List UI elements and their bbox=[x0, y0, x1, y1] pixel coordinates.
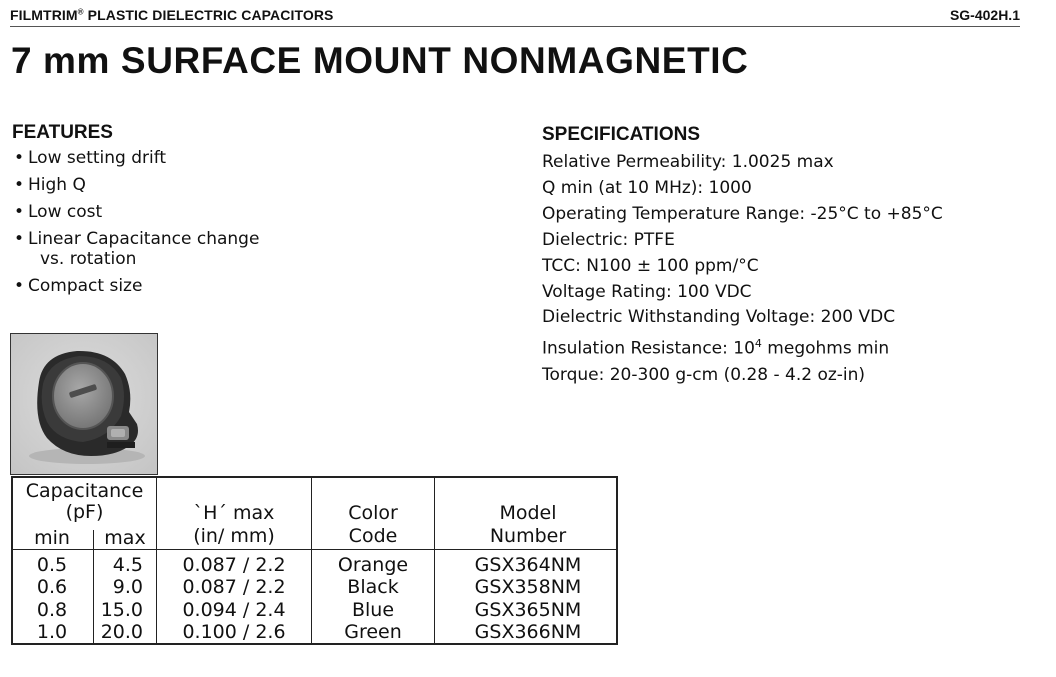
col-separator bbox=[434, 478, 435, 643]
specifications-list bbox=[542, 150, 943, 389]
cell-model: GSX365NM bbox=[474, 599, 582, 621]
feature-text: Low setting drift bbox=[28, 148, 167, 168]
series-name: FILMTRIM bbox=[10, 7, 78, 23]
header-capacitance: Capacitance bbox=[25, 480, 144, 502]
feature-text: High Q bbox=[28, 175, 86, 195]
feature-item: • High Q bbox=[14, 175, 86, 195]
feature-item: • Low setting drift bbox=[14, 148, 167, 168]
cell-h: 0.100 / 2.6 bbox=[182, 621, 286, 643]
features-heading: FEATURES bbox=[12, 122, 113, 143]
header-model: Model bbox=[499, 502, 557, 524]
series-title bbox=[10, 7, 334, 23]
cell-color: Green bbox=[344, 621, 402, 643]
col-separator bbox=[311, 478, 312, 643]
col-separator bbox=[93, 530, 94, 643]
page-title: 7 mm SURFACE MOUNT NONMAGNETIC bbox=[11, 40, 749, 81]
specifications-heading: SPECIFICATIONS bbox=[542, 124, 700, 145]
feature-text-continued: vs. rotation bbox=[40, 249, 137, 269]
cell-color: Orange bbox=[337, 554, 409, 576]
cell-color: Blue bbox=[351, 599, 395, 621]
spec-line: Dielectric: PTFE bbox=[542, 229, 675, 250]
header-bar bbox=[10, 4, 1020, 27]
model-table bbox=[11, 476, 618, 645]
feature-item: • Linear Capacitance change vs. rotation bbox=[14, 229, 260, 269]
cell-color: Black bbox=[347, 576, 399, 598]
cell-min: 0.8 bbox=[36, 599, 68, 621]
spec-line: TCC: N100 ± 100 ppm/°C bbox=[542, 255, 759, 276]
spec-line: Q min (at 10 MHz): 1000 bbox=[542, 177, 752, 198]
feature-text: Linear Capacitance change bbox=[28, 229, 260, 249]
doc-number: SG-402H.1 bbox=[949, 7, 1020, 23]
cell-h: 0.094 / 2.4 bbox=[182, 599, 286, 621]
features-list bbox=[14, 148, 259, 303]
header-h-max: `H´ max bbox=[193, 502, 275, 524]
product-photo bbox=[10, 333, 158, 475]
spec-line: Relative Permeability: 1.0025 max bbox=[542, 152, 834, 172]
cell-max: 15.0 bbox=[100, 599, 143, 621]
header-h-unit: (in/ mm) bbox=[193, 525, 275, 547]
insulation-text: Insulation Resistance: 10 bbox=[542, 339, 755, 359]
series-suffix: PLASTIC DIELECTRIC CAPACITORS bbox=[83, 7, 334, 23]
cell-model: GSX366NM bbox=[474, 621, 582, 643]
insulation-exponent: 4 bbox=[754, 337, 762, 351]
col-separator bbox=[156, 478, 157, 643]
header-max: max bbox=[104, 527, 146, 549]
cell-max: 9.0 bbox=[112, 576, 143, 598]
cell-max: 20.0 bbox=[100, 621, 143, 643]
feature-text: Low cost bbox=[28, 202, 103, 222]
cell-h: 0.087 / 2.2 bbox=[182, 576, 286, 598]
cell-model: GSX358NM bbox=[474, 576, 582, 598]
spec-line-insulation bbox=[542, 331, 943, 363]
insulation-unit: megohms min bbox=[761, 339, 890, 359]
header-divider bbox=[13, 549, 616, 550]
registered-mark: ® bbox=[77, 7, 84, 17]
cell-min: 0.6 bbox=[36, 576, 68, 598]
header-color: Color bbox=[348, 502, 398, 524]
spec-line: Dielectric Withstanding Voltage: 200 VDC bbox=[542, 307, 896, 328]
capacitor-image bbox=[11, 334, 157, 474]
spec-line: Operating Temperature Range: -25°C to +85°C bbox=[542, 203, 943, 224]
spec-line-torque: Torque: 20-300 g-cm (0.28 - 4.2 oz-in) bbox=[542, 364, 866, 385]
spec-line: Voltage Rating: 100 VDC bbox=[542, 281, 752, 302]
header-model-number: Number bbox=[489, 525, 567, 547]
cell-model: GSX364NM bbox=[474, 554, 582, 576]
cell-max: 4.5 bbox=[112, 554, 143, 576]
cell-h: 0.087 / 2.2 bbox=[182, 554, 286, 576]
cell-min: 0.5 bbox=[36, 554, 68, 576]
header-min: min bbox=[34, 527, 70, 549]
feature-item: • Low cost bbox=[14, 202, 103, 222]
cell-min: 1.0 bbox=[36, 621, 68, 643]
header-capacitance-unit: (pF) bbox=[65, 501, 104, 523]
feature-item: • Compact size bbox=[14, 276, 143, 296]
feature-text: Compact size bbox=[28, 276, 143, 296]
header-color-code: Code bbox=[348, 525, 398, 547]
